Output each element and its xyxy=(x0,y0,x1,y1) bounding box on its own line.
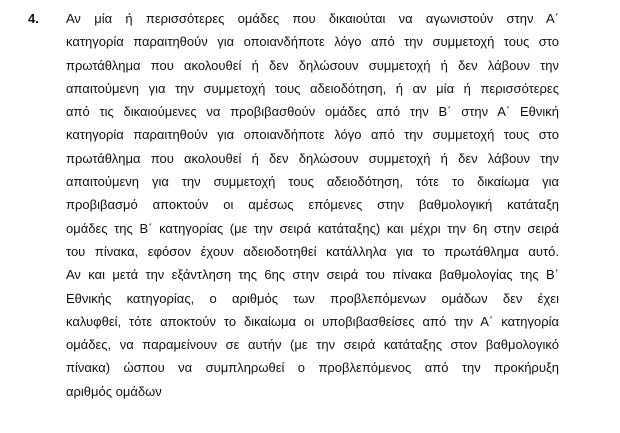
paragraph-line-5: από τις δικαιούμενες να προβιβασθούν ομάδες από την Β΄ στην Α΄ Εθνική xyxy=(66,104,559,120)
paragraph-line-10: ομάδες της Β΄ κατηγορίας (με την σειρά κατάταξης) και μέχρι την 6η στην σειρά xyxy=(66,220,559,236)
paragraph-line-12: Αν και μετά την εξάντληση της 6ης στην σειρά του πίνακα βαθμολογίας της Β΄ xyxy=(66,267,559,283)
paragraph-line-3: πρωτάθλημα που ακολουθεί ή δεν δηλώσουν συμμετοχή ή δεν λάβουν την xyxy=(66,57,559,73)
paragraph-line-16: πίνακα) ώσπου να συμπληρωθεί ο προβλεπόμενος από την προκήρυξη xyxy=(66,360,559,376)
clause-number: 4. xyxy=(28,11,39,26)
paragraph-line-4: απαιτούμενη για την συμμετοχή τους αδειοδότηση, ή αν μία ή περισσότερες xyxy=(66,80,559,96)
paragraph-line-1: Αν μία ή περισσότερες ομάδες που δικαιούται να αγωνιστούν στην Α΄ xyxy=(66,11,559,26)
paragraph-line-11: του πίνακα, εφόσον έχουν αδειοδοτηθεί κατάλληλα για το πρωτάθλημα αυτό. xyxy=(66,243,559,259)
paragraph-line-15: ομάδες, να παραμείνουν σε αυτήν (με την σειρά κατάταξης στον βαθμολογικό xyxy=(66,337,559,353)
paragraph-line-17: αριθμός ομάδων xyxy=(66,383,162,399)
paragraph-line-14: καλυφθεί, τότε αποκτούν το δικαίωμα οι υποβιβασθείσες από την Α΄ κατηγορία xyxy=(66,313,559,329)
paragraph-line-2: κατηγορία παραιτηθούν για οποιανδήποτε λόγο από την συμμετοχή τους στο xyxy=(66,34,559,50)
paragraph-line-13: Εθνικής κατηγορίας, ο αριθμός των προβλεπόμενων ομάδων δεν έχει xyxy=(66,290,559,306)
paragraph-line-8: απαιτούμενη για την συμμετοχή τους αδειοδότηση, τότε το δικαίωμα για xyxy=(66,174,559,190)
clause-paragraph xyxy=(66,7,559,403)
paragraph-line-9: προβιβασμό αποκτούν οι αμέσως επόμενες στην βαθμολογική κατάταξη xyxy=(66,197,559,213)
paragraph-line-6: κατηγορία παραιτηθούν για οποιανδήποτε λόγο από την συμμετοχή τους στο xyxy=(66,127,559,143)
paragraph-line-7: πρωτάθλημα που ακολουθεί ή δεν δηλώσουν συμμετοχή ή δεν λάβουν την xyxy=(66,150,559,166)
